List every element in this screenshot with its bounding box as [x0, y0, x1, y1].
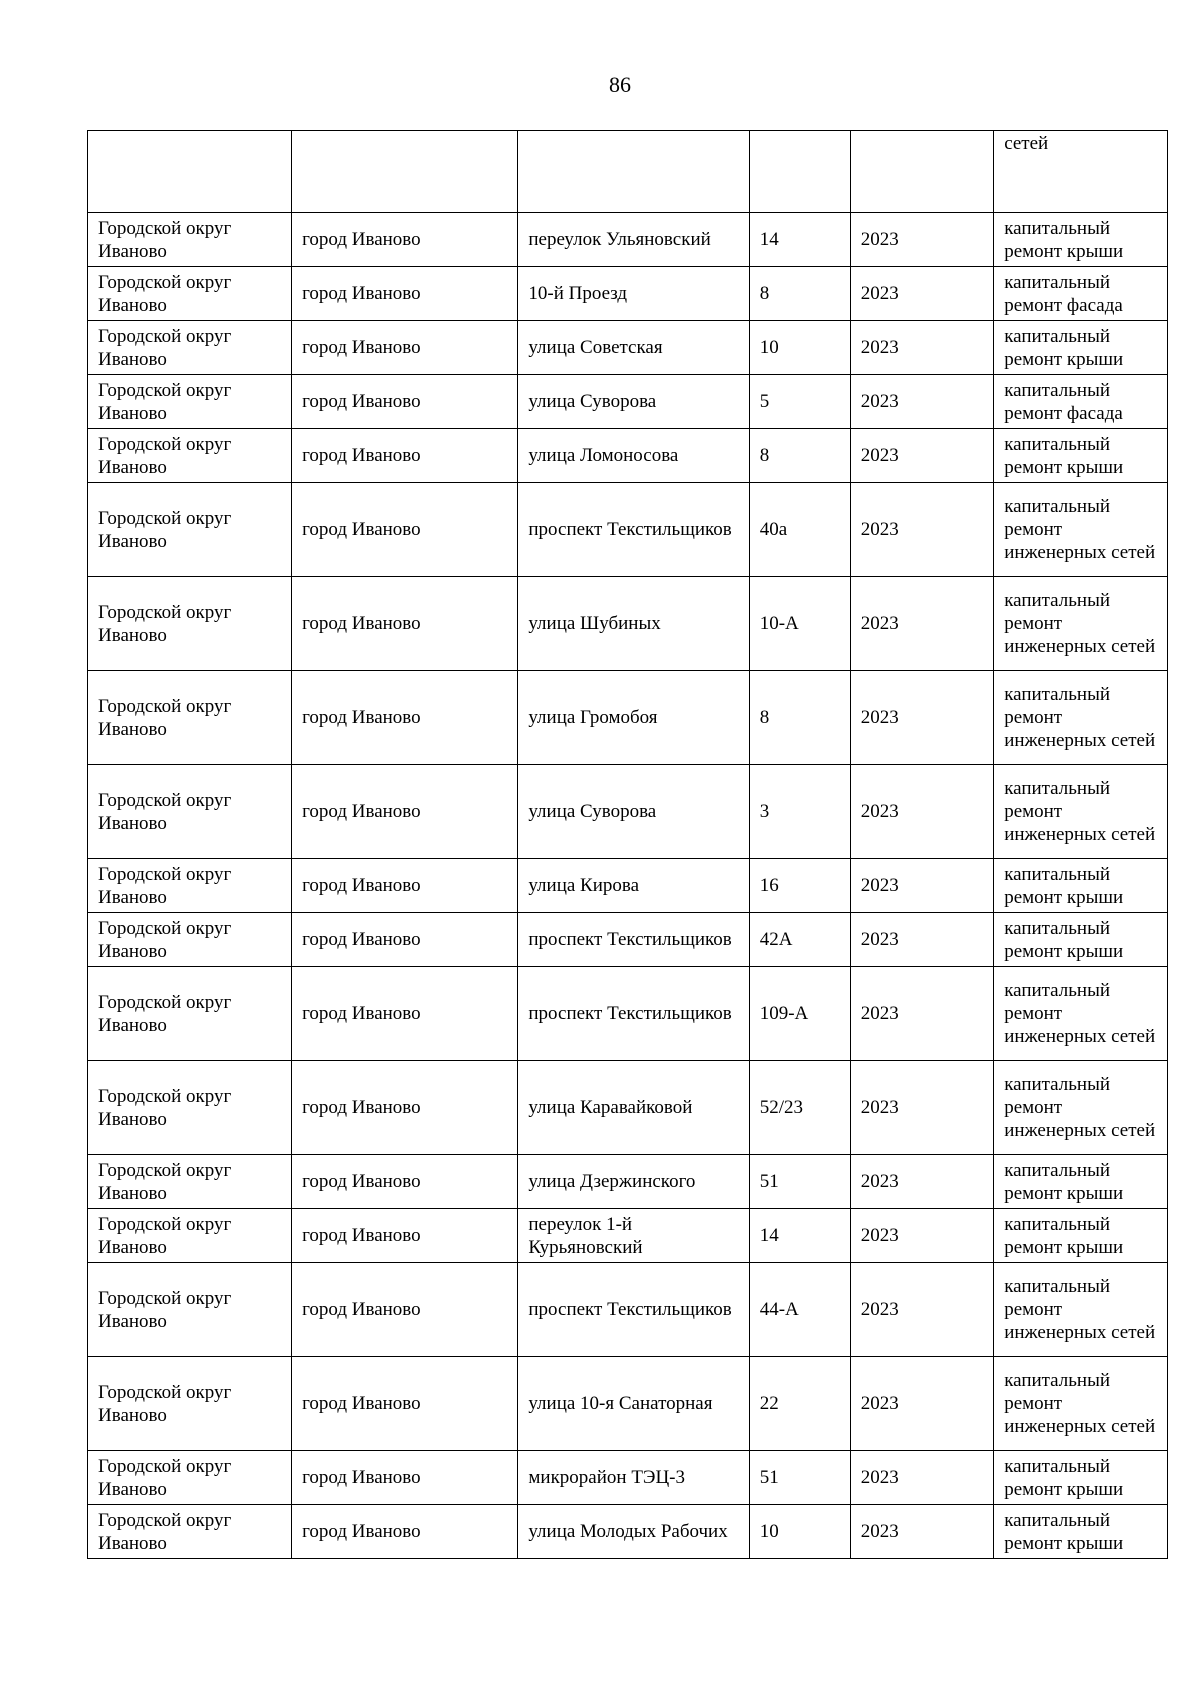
municipality-cell: Городской округ Иваново — [88, 375, 292, 429]
year-cell: 2023 — [850, 1209, 993, 1263]
municipality-cell: Городской округ Иваново — [88, 267, 292, 321]
work-type-cell: сетей — [994, 131, 1168, 213]
year-cell: 2023 — [850, 213, 993, 267]
municipality-cell: Городской округ Иваново — [88, 321, 292, 375]
table-row — [88, 1263, 1168, 1357]
house-cell: 40а — [749, 483, 850, 577]
settlement-cell: город Иваново — [292, 213, 518, 267]
municipality-cell: Городской округ Иваново — [88, 671, 292, 765]
street-cell: проспект Текстильщиков — [518, 967, 749, 1061]
settlement-cell: город Иваново — [292, 859, 518, 913]
settlement-cell: город Иваново — [292, 1209, 518, 1263]
work-type-cell: капитальный ремонт инженерных сетей — [994, 483, 1168, 577]
registry-table — [87, 130, 1168, 1559]
work-type-cell: капитальный ремонт инженерных сетей — [994, 967, 1168, 1061]
settlement-cell: город Иваново — [292, 1451, 518, 1505]
year-cell — [850, 131, 993, 213]
page-number: 86 — [609, 72, 631, 97]
table-row — [88, 1061, 1168, 1155]
settlement-cell: город Иваново — [292, 967, 518, 1061]
year-cell: 2023 — [850, 375, 993, 429]
continuation-row — [88, 131, 1168, 213]
municipality-cell: Городской округ Иваново — [88, 1505, 292, 1559]
table-body — [88, 131, 1168, 1559]
year-cell: 2023 — [850, 765, 993, 859]
house-cell: 16 — [749, 859, 850, 913]
year-cell: 2023 — [850, 577, 993, 671]
street-cell: переулок Ульяновский — [518, 213, 749, 267]
table-row — [88, 1209, 1168, 1263]
settlement-cell: город Иваново — [292, 1155, 518, 1209]
work-type-cell: капитальный ремонт инженерных сетей — [994, 1061, 1168, 1155]
table-row — [88, 671, 1168, 765]
street-cell: проспект Текстильщиков — [518, 913, 749, 967]
municipality-cell: Городской округ Иваново — [88, 967, 292, 1061]
table-row — [88, 913, 1168, 967]
settlement-cell: город Иваново — [292, 671, 518, 765]
house-cell: 5 — [749, 375, 850, 429]
year-cell: 2023 — [850, 1061, 993, 1155]
settlement-cell: город Иваново — [292, 429, 518, 483]
settlement-cell: город Иваново — [292, 765, 518, 859]
house-cell: 22 — [749, 1357, 850, 1451]
year-cell: 2023 — [850, 1155, 993, 1209]
table-row — [88, 1155, 1168, 1209]
house-cell: 10-А — [749, 577, 850, 671]
street-cell: улица Суворова — [518, 765, 749, 859]
work-type-cell: капитальный ремонт крыши — [994, 429, 1168, 483]
municipality-cell: Городской округ Иваново — [88, 1155, 292, 1209]
work-type-cell: капитальный ремонт крыши — [994, 321, 1168, 375]
year-cell: 2023 — [850, 1263, 993, 1357]
work-type-cell: капитальный ремонт крыши — [994, 213, 1168, 267]
year-cell: 2023 — [850, 967, 993, 1061]
work-type-cell: капитальный ремонт фасада — [994, 267, 1168, 321]
work-type-cell: капитальный ремонт инженерных сетей — [994, 577, 1168, 671]
work-type-cell: капитальный ремонт крыши — [994, 1505, 1168, 1559]
municipality-cell: Городской округ Иваново — [88, 1061, 292, 1155]
municipality-cell: Городской округ Иваново — [88, 1263, 292, 1357]
street-cell: улица Ломоносова — [518, 429, 749, 483]
house-cell: 109-А — [749, 967, 850, 1061]
year-cell: 2023 — [850, 1505, 993, 1559]
work-type-cell: капитальный ремонт инженерных сетей — [994, 1263, 1168, 1357]
municipality-cell: Городской округ Иваново — [88, 213, 292, 267]
municipality-cell: Городской округ Иваново — [88, 577, 292, 671]
house-cell: 3 — [749, 765, 850, 859]
house-cell: 10 — [749, 1505, 850, 1559]
year-cell: 2023 — [850, 913, 993, 967]
settlement-cell: город Иваново — [292, 267, 518, 321]
settlement-cell: город Иваново — [292, 321, 518, 375]
settlement-cell: город Иваново — [292, 375, 518, 429]
year-cell: 2023 — [850, 429, 993, 483]
work-type-cell: капитальный ремонт крыши — [994, 1209, 1168, 1263]
street-cell: улица Шубиных — [518, 577, 749, 671]
year-cell: 2023 — [850, 859, 993, 913]
work-type-cell: капитальный ремонт крыши — [994, 1451, 1168, 1505]
year-cell: 2023 — [850, 267, 993, 321]
table-row — [88, 267, 1168, 321]
municipality-cell: Городской округ Иваново — [88, 859, 292, 913]
table-row — [88, 321, 1168, 375]
table-row — [88, 429, 1168, 483]
table-row — [88, 577, 1168, 671]
table-row — [88, 967, 1168, 1061]
municipality-cell: Городской округ Иваново — [88, 1209, 292, 1263]
work-type-cell: капитальный ремонт инженерных сетей — [994, 1357, 1168, 1451]
street-cell: улица Громобоя — [518, 671, 749, 765]
street-cell: улица Кирова — [518, 859, 749, 913]
street-cell: улица Молодых Рабочих — [518, 1505, 749, 1559]
work-type-cell: капитальный ремонт крыши — [994, 859, 1168, 913]
settlement-cell: город Иваново — [292, 1061, 518, 1155]
municipality-cell: Городской округ Иваново — [88, 1451, 292, 1505]
municipality-cell — [88, 131, 292, 213]
municipality-cell: Городской округ Иваново — [88, 483, 292, 577]
table-row — [88, 765, 1168, 859]
street-cell: переулок 1-й Курьяновский — [518, 1209, 749, 1263]
table-row — [88, 859, 1168, 913]
house-cell — [749, 131, 850, 213]
settlement-cell: город Иваново — [292, 1263, 518, 1357]
municipality-cell: Городской округ Иваново — [88, 765, 292, 859]
municipality-cell: Городской округ Иваново — [88, 429, 292, 483]
house-cell: 10 — [749, 321, 850, 375]
settlement-cell: город Иваново — [292, 483, 518, 577]
table-row — [88, 1505, 1168, 1559]
house-cell: 51 — [749, 1155, 850, 1209]
settlement-cell: город Иваново — [292, 577, 518, 671]
table-row — [88, 1357, 1168, 1451]
settlement-cell: город Иваново — [292, 1505, 518, 1559]
house-cell: 14 — [749, 1209, 850, 1263]
street-cell: проспект Текстильщиков — [518, 1263, 749, 1357]
street-cell: 10-й Проезд — [518, 267, 749, 321]
work-type-cell: капитальный ремонт крыши — [994, 913, 1168, 967]
house-cell: 8 — [749, 267, 850, 321]
house-cell: 44-А — [749, 1263, 850, 1357]
house-cell: 8 — [749, 429, 850, 483]
street-cell: микрорайон ТЭЦ-3 — [518, 1451, 749, 1505]
municipality-cell: Городской округ Иваново — [88, 913, 292, 967]
municipality-cell: Городской округ Иваново — [88, 1357, 292, 1451]
work-type-cell: капитальный ремонт инженерных сетей — [994, 765, 1168, 859]
table-row — [88, 213, 1168, 267]
table-row — [88, 483, 1168, 577]
work-type-cell: капитальный ремонт крыши — [994, 1155, 1168, 1209]
house-cell: 42А — [749, 913, 850, 967]
year-cell: 2023 — [850, 1451, 993, 1505]
settlement-cell — [292, 131, 518, 213]
year-cell: 2023 — [850, 1357, 993, 1451]
house-cell: 52/23 — [749, 1061, 850, 1155]
work-type-cell: капитальный ремонт инженерных сетей — [994, 671, 1168, 765]
street-cell — [518, 131, 749, 213]
street-cell: улица Каравайковой — [518, 1061, 749, 1155]
table-row — [88, 1451, 1168, 1505]
settlement-cell: город Иваново — [292, 1357, 518, 1451]
house-cell: 14 — [749, 213, 850, 267]
street-cell: проспект Текстильщиков — [518, 483, 749, 577]
year-cell: 2023 — [850, 671, 993, 765]
work-type-cell: капитальный ремонт фасада — [994, 375, 1168, 429]
street-cell: улица Дзержинского — [518, 1155, 749, 1209]
settlement-cell: город Иваново — [292, 913, 518, 967]
street-cell: улица Советская — [518, 321, 749, 375]
street-cell: улица 10-я Санаторная — [518, 1357, 749, 1451]
house-cell: 8 — [749, 671, 850, 765]
street-cell: улица Суворова — [518, 375, 749, 429]
house-cell: 51 — [749, 1451, 850, 1505]
year-cell: 2023 — [850, 483, 993, 577]
year-cell: 2023 — [850, 321, 993, 375]
table-row — [88, 375, 1168, 429]
